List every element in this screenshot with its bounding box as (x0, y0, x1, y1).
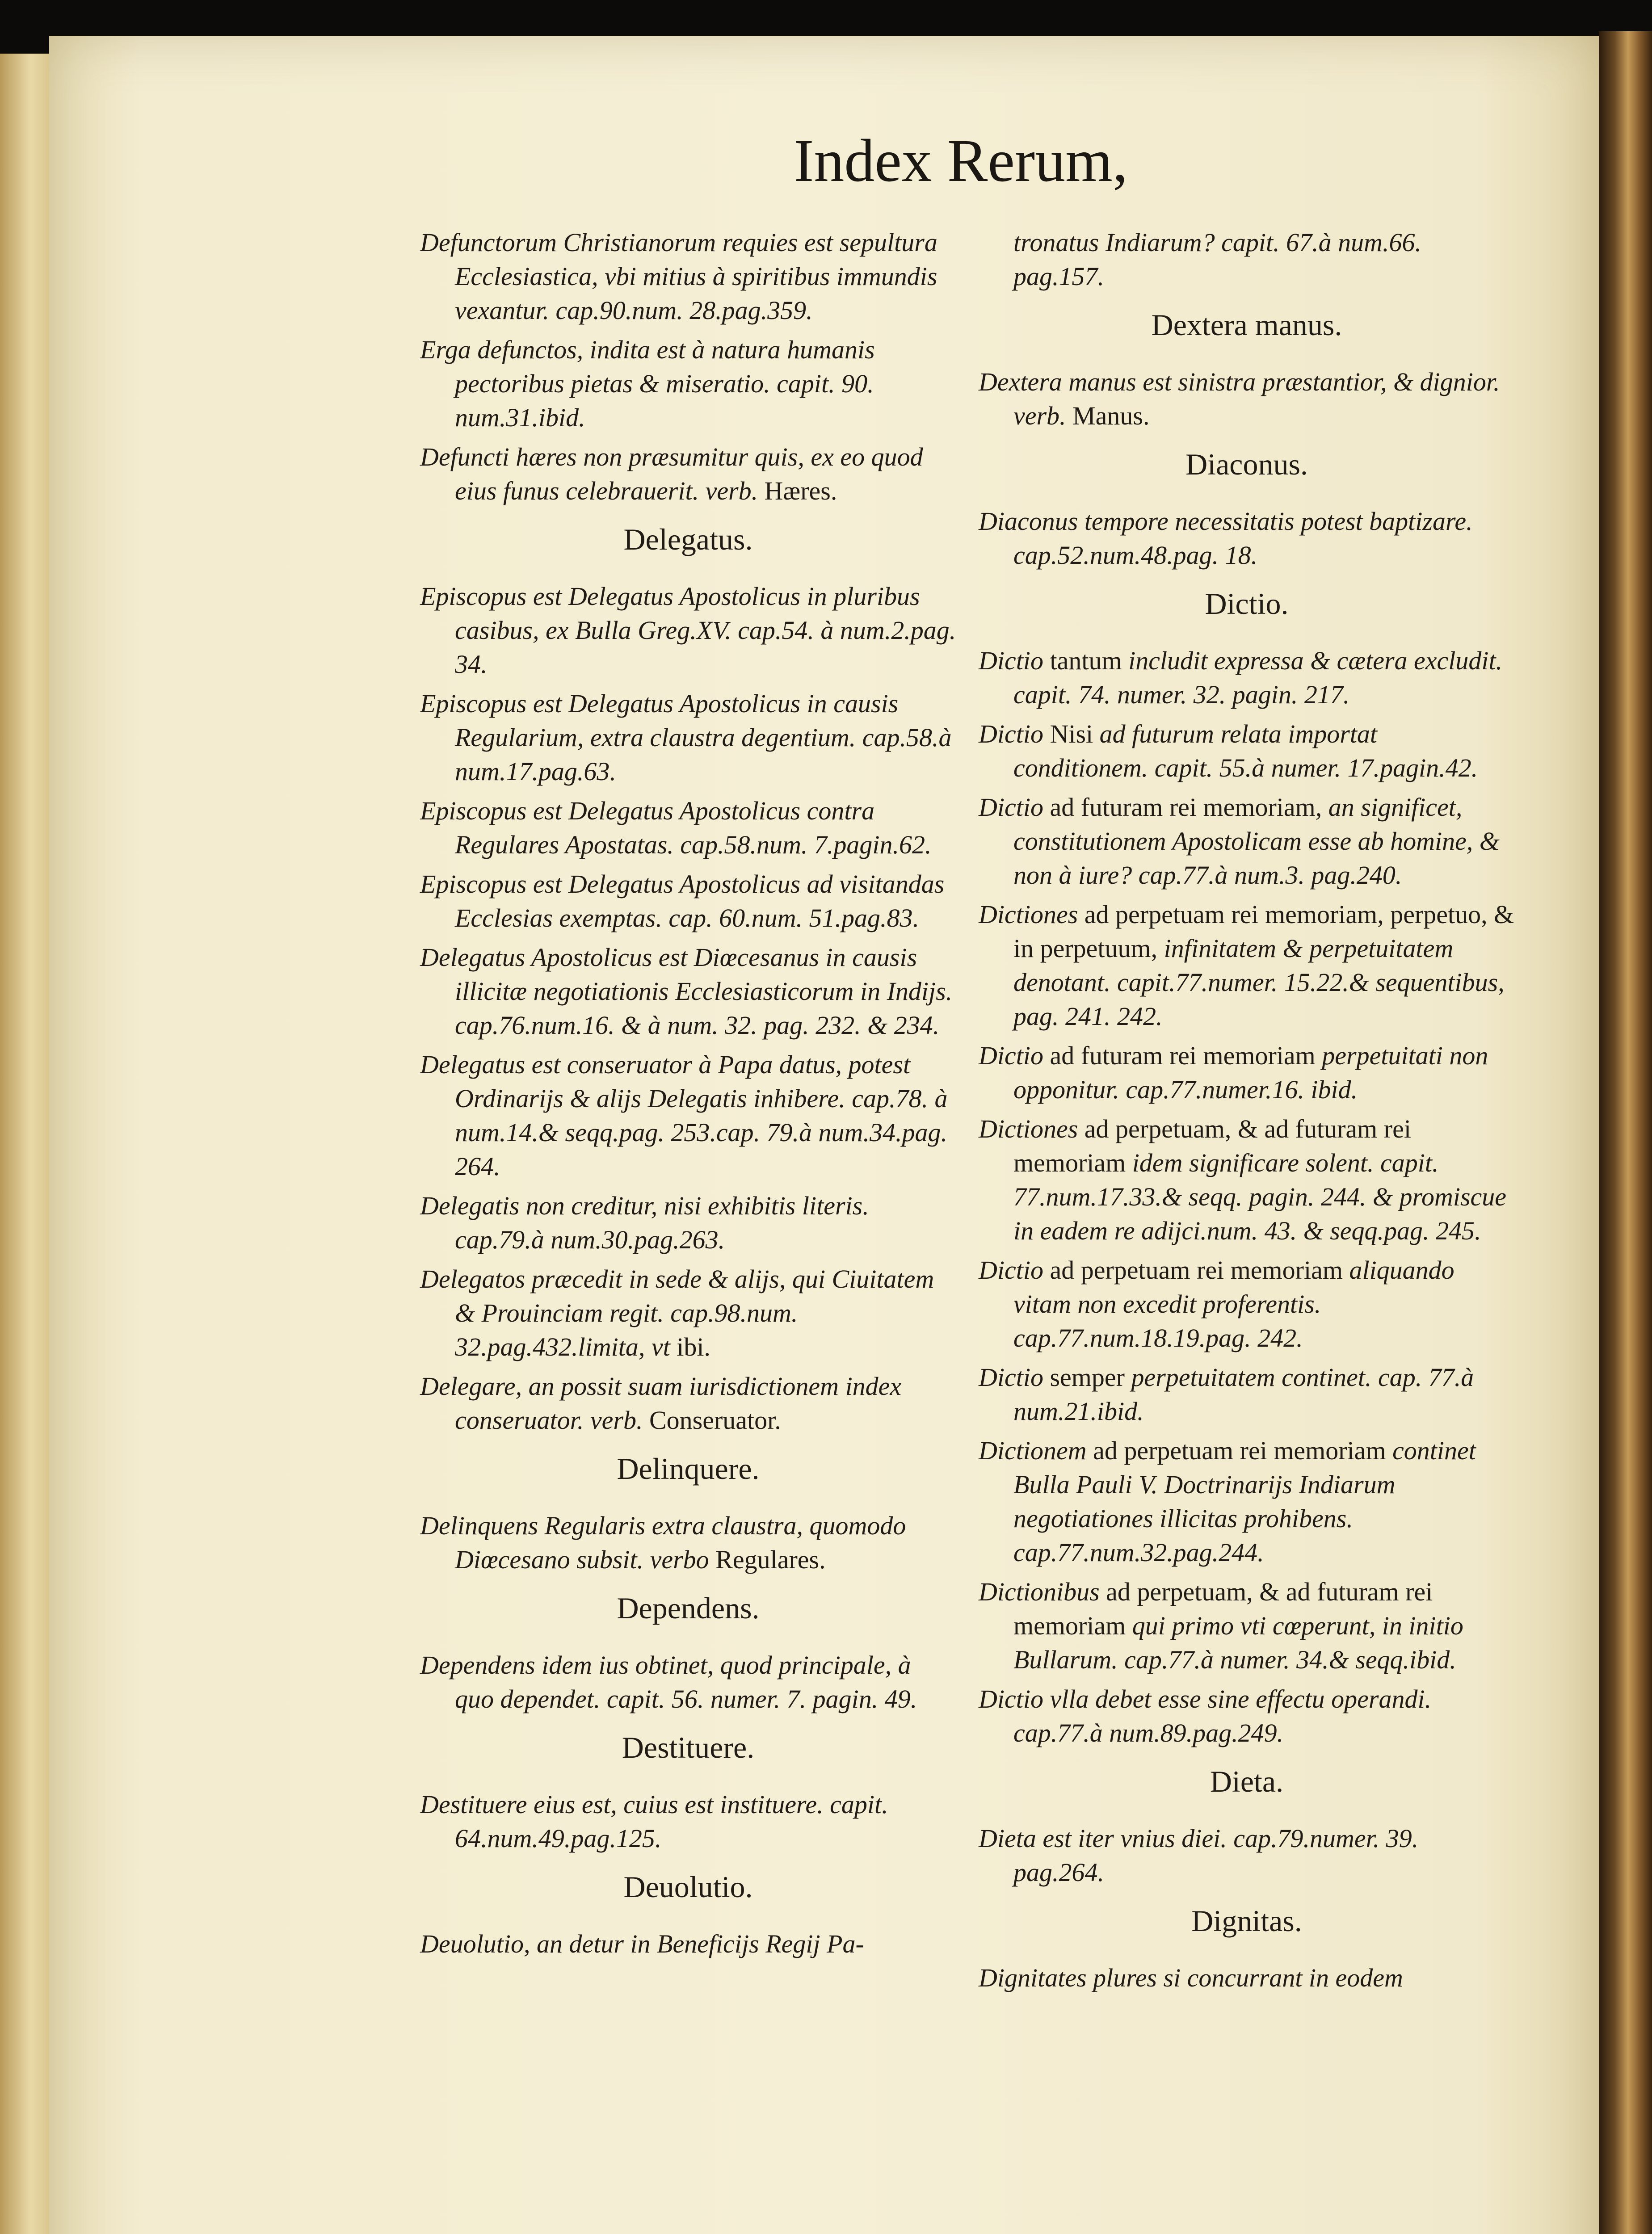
book-fore-edge (1599, 31, 1652, 2234)
entry-roman-text: ad perpetuam rei memoriam (1043, 1256, 1349, 1285)
entry-italic-text: Dictio vlla debet esse sine effectu operandi. cap.77.à num.89.pag.249. (979, 1684, 1432, 1747)
index-entry (420, 1048, 956, 1184)
entry-italic-text: Dignitates plures si concurrant in eodem (979, 1963, 1403, 1992)
index-entry (420, 1648, 956, 1716)
index-entry (979, 717, 1515, 785)
index-entry (420, 1509, 956, 1577)
entry-italic-text: continet Bulla Pauli V. Doctrinarijs Indiarum negotiationes illicitas prohibens. cap.77.num.32.pag.244. (1013, 1436, 1476, 1567)
index-entry (420, 1262, 956, 1364)
entry-italic-text: tronatus Indiarum? capit. 67.à num.66. pag.157. (1013, 228, 1421, 291)
section-heading: Destituere. (622, 1730, 755, 1764)
index-entry (420, 226, 956, 328)
section-heading: Delegatus. (623, 522, 753, 556)
entry-roman-text: ad futuram rei memoriam, (1043, 793, 1328, 822)
entry-roman-text: Hæres. (758, 476, 837, 505)
entry-roman-text: ad perpetuam, & ad futuram rei memoriam (1013, 1577, 1433, 1640)
entry-italic-text: ad futurum relata importat conditionem. capit. 55.à numer. 17.pagin.42. (1013, 719, 1478, 782)
index-entry (979, 790, 1515, 892)
entry-roman-text: tantum (1043, 646, 1129, 675)
index-entry (420, 794, 956, 862)
index-entry (420, 867, 956, 935)
entry-italic-text: Episcopus est Delegatus Apostolicus in causis Regularium, extra claustra degentium. cap.58.à num.17.pag.63. (420, 689, 952, 786)
index-entry (420, 1788, 956, 1856)
entry-italic-text: Erga defunctos, indita est à natura humanis pectoribus pietas & miseratio. capit. 90. num.31.ibid. (420, 335, 875, 432)
index-entry (979, 644, 1515, 712)
entry-italic-text: qui primo vti cœperunt, in initio Bullarum. cap.77.à numer. 34.& seqq.ibid. (1013, 1611, 1463, 1674)
entry-italic-text: Delegatos præcedit in sede & alijs, qui Ciuitatem & Prouinciam regit. cap.98.num. 32.pag.432.limita, vt (420, 1264, 934, 1361)
entry-italic-text: perpetuitati non opponitur. cap.77.numer.16. ibid. (1013, 1041, 1488, 1104)
entry-italic-text: Diaconus tempore necessitatis potest baptizare. cap.52.num.48.pag. 18. (979, 507, 1473, 570)
entry-roman-text: Manus. (1066, 401, 1150, 430)
index-entry (979, 1112, 1515, 1248)
entry-italic-text: Defuncti hæres non præsumitur quis, ex eo quod eius funus celebrauerit. verb. (420, 442, 923, 505)
entry-italic-text: Episcopus est Delegatus Apostolicus in pluribus casibus, ex Bulla Greg.XV. cap.54. à num.2.pag. 34. (420, 582, 956, 679)
entry-italic-text: Episcopus est Delegatus Apostolicus ad visitandas Ecclesias exemptas. cap. 60.num. 51.pag.83. (420, 869, 945, 932)
entry-italic-text: Delegatus Apostolicus est Diœcesanus in causis illicitæ negotiationis Ecclesiasticorum in Indijs. cap.76.num.16. & à num. 32. pag. 232. & 234. (420, 943, 953, 1040)
entry-italic-text: Dictio (979, 1256, 1043, 1285)
entry-italic-text: Delegatis non creditur, nisi exhibitis literis. cap.79.à num.30.pag.263. (420, 1191, 869, 1254)
entry-italic-text: Delegatus est conseruator à Papa datus, potest Ordinarijs & alijs Delegatis inhibere. cap.78. à num.14.& seqq.pag. 253.cap. 79.à num.34.pag. 264. (420, 1050, 948, 1181)
index-entry (979, 504, 1515, 572)
index-entry (979, 898, 1515, 1033)
index-entry (979, 1253, 1515, 1355)
entry-italic-text: idem significare solent. capit. 77.num.17.33.& seqq. pagin. 244. & promiscue in eadem re adijci.num. 43. & seqq.pag. 245. (1013, 1148, 1507, 1245)
entry-roman-text: ad perpetuam, & ad futuram rei memoriam (1013, 1114, 1411, 1177)
entry-italic-text: Dictionibus (979, 1577, 1100, 1606)
entry-italic-text: Dictio (979, 1041, 1043, 1070)
entry-roman-text: ad perpetuam rei memoriam (1086, 1436, 1393, 1465)
index-entry (420, 579, 956, 681)
entry-italic-text: Dictionem (979, 1436, 1087, 1465)
entry-roman-text: semper (1043, 1363, 1131, 1392)
index-entry (420, 1927, 956, 1961)
section-heading: Diaconus. (1185, 447, 1308, 481)
index-entry (979, 1961, 1515, 1995)
index-entry (420, 941, 956, 1042)
index-entry (979, 1434, 1515, 1570)
index-entry (979, 1039, 1515, 1107)
entry-italic-text: Episcopus est Delegatus Apostolicus contra Regulares Apostatas. cap.58.num. 7.pagin.62. (420, 796, 932, 859)
entry-italic-text: Delegare, an possit suam iurisdictionem index conseruator. verb. (420, 1372, 902, 1435)
entry-italic-text: Dictio (979, 646, 1043, 675)
entry-roman-text: Nisi (1043, 719, 1100, 748)
entry-italic-text: perpetuitatem continet. cap. 77.à num.21.ibid. (1013, 1363, 1474, 1426)
entry-italic-text: Dictiones (979, 1114, 1078, 1143)
section-heading: Dictio. (1205, 587, 1289, 621)
page-title: Index Rerum, (794, 127, 1128, 194)
entry-italic-text: Delinquens Regularis extra claustra, quomodo Diœcesano subsit. verbo (420, 1511, 906, 1574)
index-entry (979, 1361, 1515, 1428)
entry-italic-text: Dictio (979, 719, 1043, 748)
index-entry (420, 1189, 956, 1257)
index-entry (979, 1575, 1515, 1677)
entry-roman-text: ad futuram rei memoriam (1043, 1041, 1322, 1070)
entry-italic-text: Dictio (979, 1363, 1043, 1392)
entry-italic-text: Dextera manus est sinistra præstantior, & dignior. verb. (979, 367, 1500, 430)
index-entry (420, 687, 956, 789)
index-column-left (420, 226, 956, 1966)
index-entry (979, 1822, 1515, 1890)
entry-italic-text: an significet, constitutionem Apostolicam esse ab homine, & non à iure? cap.77.à num.3. pag.240. (1013, 793, 1500, 890)
entry-italic-text: Dependens idem ius obtinet, quod principale, à quo dependet. capit. 56. numer. 7. pagin. 49. (420, 1650, 917, 1713)
entry-italic-text: aliquando vitam non excedit proferentis. cap.77.num.18.19.pag. 242. (1013, 1256, 1454, 1352)
index-entry (979, 226, 1515, 294)
section-heading: Deuolutio. (623, 1870, 753, 1904)
index-entry (420, 333, 956, 435)
entry-roman-text: Regulares. (709, 1545, 826, 1574)
index-entry (979, 365, 1515, 433)
entry-roman-text: Conseruator. (643, 1406, 781, 1435)
entry-italic-text: Dieta est iter vnius diei. cap.79.numer. 39. pag.264. (979, 1824, 1419, 1887)
entry-italic-text: Destituere eius est, cuius est instituere. capit. 64.num.49.pag.125. (420, 1790, 888, 1853)
entry-italic-text: Dictio (979, 793, 1043, 822)
entry-roman-text: ad perpetuam rei memoriam, perpetuo, & in perpetuum, (1013, 900, 1514, 963)
entry-italic-text: infinitatem & perpetuitatem denotant. capit.77.numer. 15.22.& sequentibus, pag. 241. 242. (1013, 934, 1505, 1031)
entry-italic-text: includit expressa & cætera excludit. capit. 74. numer. 32. pagin. 217. (1013, 646, 1503, 709)
index-entry (420, 440, 956, 508)
section-heading: Dieta. (1210, 1764, 1284, 1798)
entry-italic-text: Deuolutio, an detur in Beneficijs Regij Pa- (420, 1929, 864, 1958)
entry-italic-text: Defunctorum Christianorum requies est sepultura Ecclesiastica, vbi mitius à spiritibus immundis vexantur. cap.90.num. 28.pag.359. (420, 228, 937, 325)
section-heading: Dextera manus. (1151, 308, 1342, 342)
section-heading: Delinquere. (617, 1452, 760, 1486)
index-column-right (979, 226, 1515, 2000)
entry-italic-text: Dictiones (979, 900, 1078, 929)
section-heading: Dignitas. (1191, 1904, 1302, 1938)
index-entry (420, 1369, 956, 1437)
section-heading: Dependens. (617, 1591, 760, 1625)
entry-roman-text: ibi. (670, 1332, 710, 1361)
index-entry (979, 1682, 1515, 1750)
